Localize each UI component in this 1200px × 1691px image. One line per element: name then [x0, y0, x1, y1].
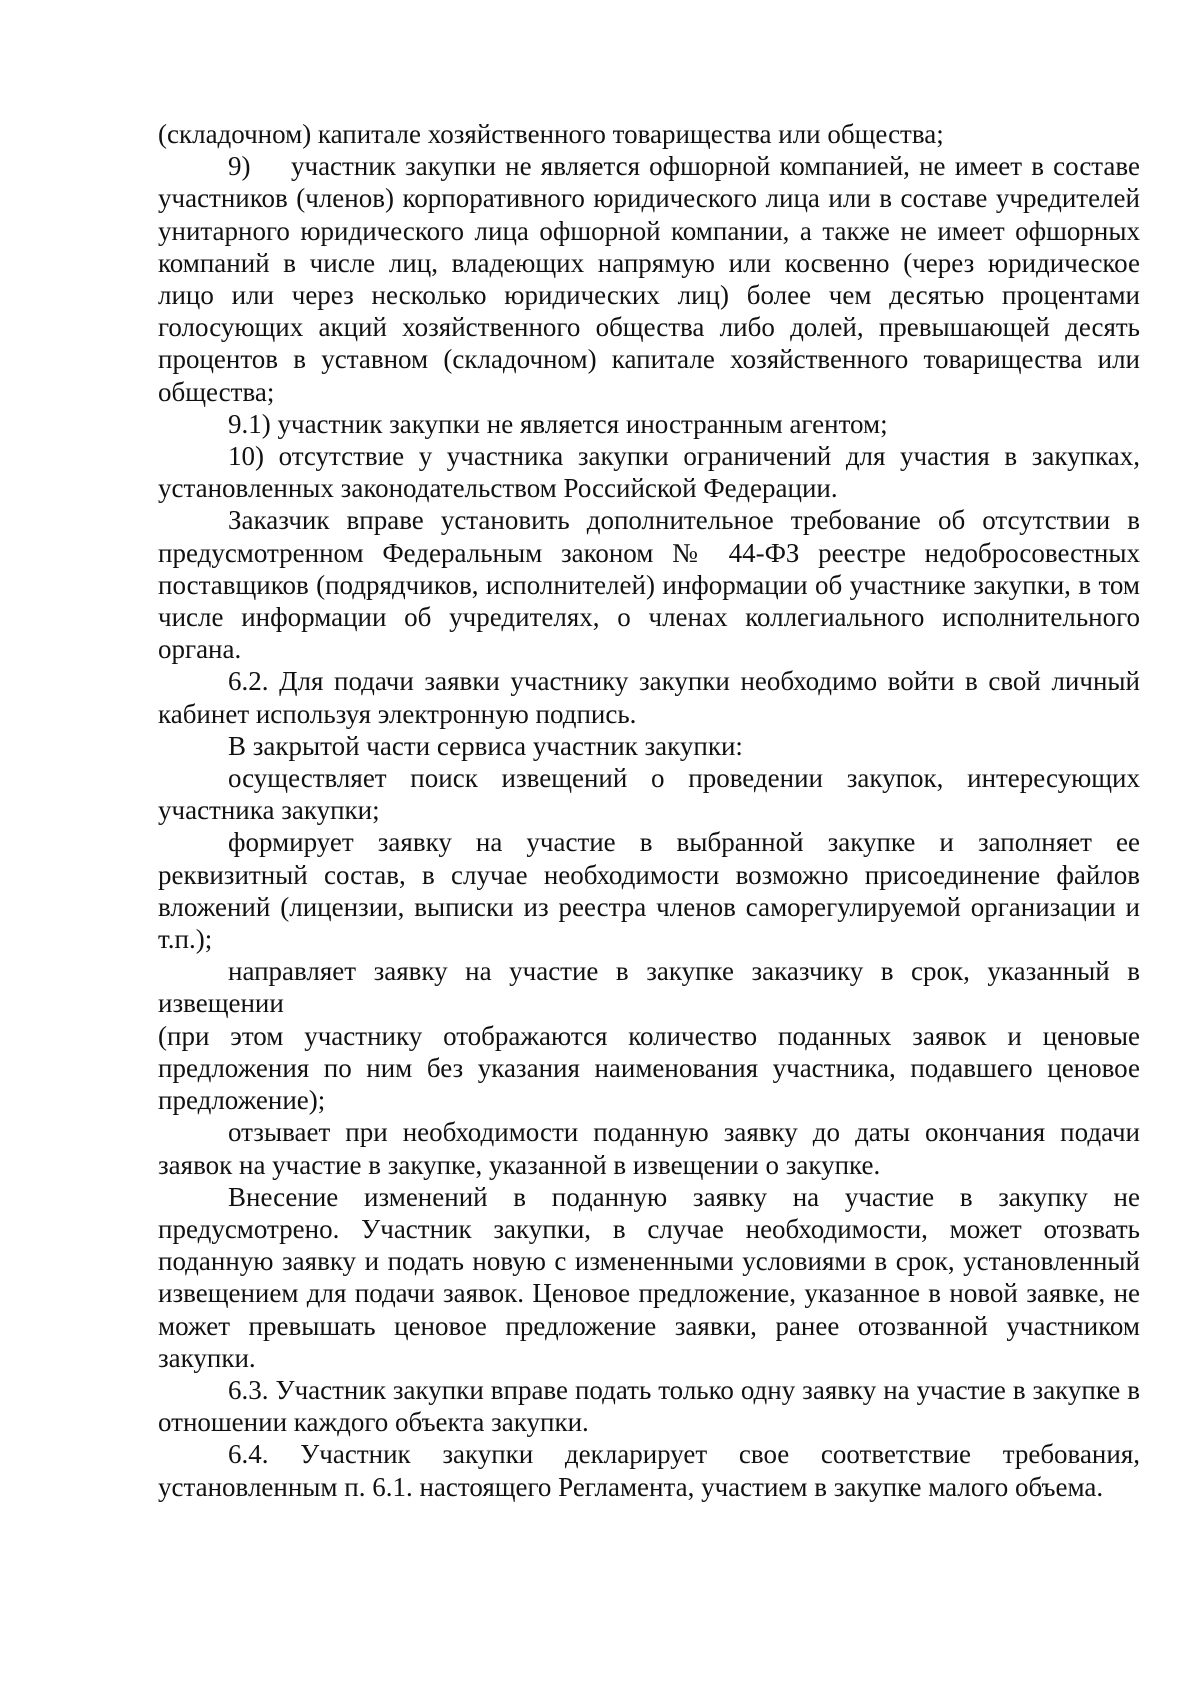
- paragraph-customer-additional-requirement: Заказчик вправе установить дополнительное требование об отсутствии в предусмотренном Федеральным законом № 44-ФЗ реестре недобросовестных поставщиков (подрядчиков, исполнителей) информации об участнике закупки, в том числе информации об учредителях, о членах коллегиального исполнительного органа.: [158, 505, 1140, 665]
- document-body: [158, 118, 1140, 1503]
- paragraph-withdraws-application: отзывает при необходимости поданную заявку до даты окончания подачи заявок на участие в закупке, указанной в извещении о закупке.: [158, 1117, 1140, 1180]
- paragraph-search-notices: осуществляет поиск извещений о проведении закупок, интересующих участника закупки;: [158, 763, 1140, 826]
- paragraph-forms-application: формирует заявку на участие в выбранной закупке и заполняет ее реквизитный состав, в случае необходимости возможно присоединение файлов вложений (лицензии, выписки из реестра членов саморегулируемой организации и т.п.);: [158, 827, 1140, 955]
- paragraph-item-10-restrictions: 10) отсутствие у участника закупки ограничений для участия в закупках, установленных законодательством Российской Федерации.: [158, 441, 1140, 504]
- paragraph-closed-part-intro: В закрытой части сервиса участник закупки:: [228, 730, 743, 761]
- paragraph-6-2-application-submission: 6.2. Для подачи заявки участнику закупки необходимо войти в свой личный кабинет используя электронную подпись.: [158, 666, 1140, 729]
- paragraph-sends-application: направляет заявку на участие в закупке заказчику в срок, указанный в извещении: [158, 956, 1140, 1019]
- paragraph-display-note: (при этом участнику отображаются количество поданных заявок и ценовые предложения по ним без указания наименования участника, подавшего ценовое предложение);: [158, 1020, 1140, 1116]
- paragraph-6-4-declaration: 6.4. Участник закупки декларирует свое соответствие требования, установленным п. 6.1. настоящего Регламента, участием в закупке малого объема.: [158, 1439, 1140, 1502]
- paragraph-capital-continuation: (складочном) капитале хозяйственного товарищества или общества;: [158, 119, 944, 149]
- paragraph-item-9-offshore: 9) участник закупки не является офшорной компанией, не имеет в составе участников (членов) корпоративного юридического лица или в составе учредителей унитарного юридического лица офшорной компании, а также не имеет офшорных компаний в числе лиц, владеющих напрямую или косвенно (через юридическое лицо или через несколько юридических лиц) более чем десятью процентами голосующих акций хозяйственного общества либо долей, превышающей десять процентов в уставном (складочном) капитале хозяйственного товарищества или общества;: [158, 151, 1140, 407]
- paragraph-changes-not-provided: Внесение изменений в поданную заявку на участие в закупку не предусмотрено. Участник закупки, в случае необходимости, может отозвать поданную заявку и подать новую с измененными условиями в срок, установленный извещением для подачи заявок. Ценовое предложение, указанное в новой заявке, не может превышать ценовое предложение заявки, ранее отозванной участником закупки.: [158, 1181, 1140, 1373]
- paragraph-6-3-single-application: 6.3. Участник закупки вправе подать только одну заявку на участие в закупке в отношении каждого объекта закупки.: [158, 1374, 1140, 1438]
- paragraph-item-9-1-foreign-agent: 9.1) участник закупки не является иностранным агентом;: [228, 408, 888, 439]
